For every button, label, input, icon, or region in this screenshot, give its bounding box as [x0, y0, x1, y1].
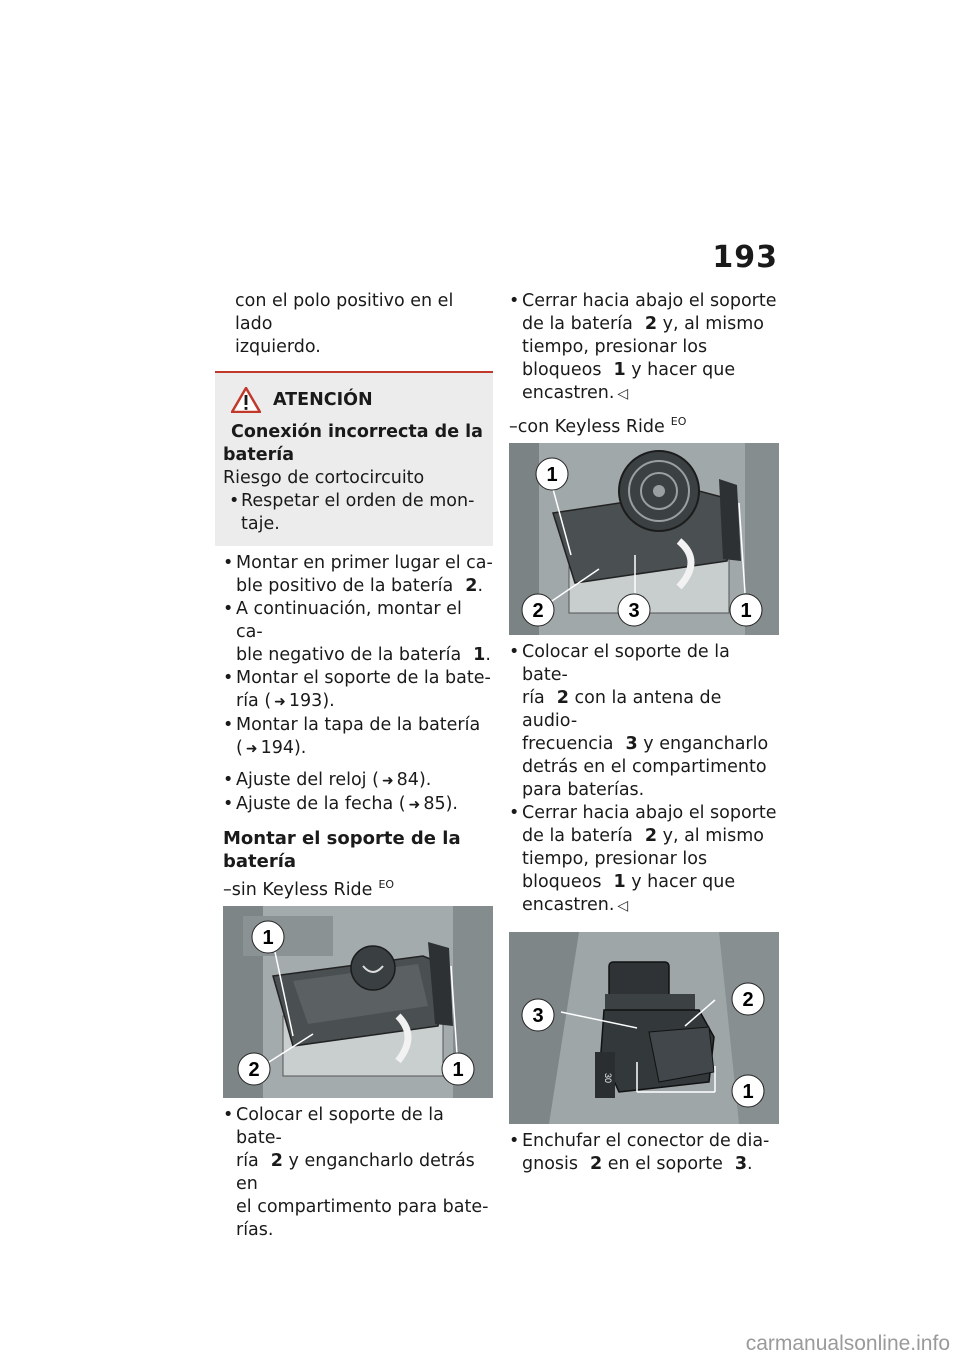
- intro-line-1: con el polo positivo en el lado: [235, 291, 454, 334]
- figure-battery-support-no-keyless: [223, 906, 493, 1098]
- callout-circle-icon: [535, 457, 569, 491]
- page-ref-link[interactable]: 194: [260, 738, 294, 758]
- close2-line-4b: y hacer que: [631, 871, 736, 892]
- variant-sup: EO: [378, 878, 395, 891]
- step-clock: [223, 769, 493, 793]
- place2-line-2b: con la antena de audio-: [522, 687, 722, 731]
- step-place-line-1: Colocar el soporte de la bate-: [236, 1104, 444, 1148]
- section-heading-line-1: Montar el soporte de la: [223, 828, 461, 849]
- step-mount-line-2b: ).: [322, 691, 335, 711]
- intro-line-2: izquierdo.: [235, 337, 321, 357]
- close2-line-1: Cerrar hacia abajo el soporte: [522, 802, 777, 823]
- close1-line-1: Cerrar hacia abajo el soporte: [522, 291, 777, 311]
- callout-circle-icon: [617, 593, 651, 627]
- callout-circle-icon: [731, 982, 765, 1016]
- step-place-line-2a: ría: [236, 1150, 259, 1171]
- close2-line-5: encastren.: [522, 894, 615, 915]
- svg-text:1: 1: [546, 463, 558, 486]
- close1-line-2a: de la batería: [522, 314, 633, 334]
- page-number: 193: [712, 240, 778, 275]
- page-ref-arrow-icon: ➜: [408, 797, 421, 813]
- step-clock-end: ).: [418, 770, 432, 790]
- page-ref-arrow-icon: ➜: [381, 773, 394, 789]
- callout-circle-icon: [441, 1052, 475, 1086]
- svg-text:3: 3: [532, 1004, 544, 1027]
- place2-line-5: para baterías.: [522, 779, 645, 800]
- variant-without-keyless: [223, 873, 493, 902]
- diag-line-2b: en el soporte: [607, 1153, 723, 1174]
- step-mount-line-2a: ría (: [236, 691, 272, 711]
- page-ref-arrow-icon: ➜: [274, 694, 286, 710]
- watermark: carmanualsonline.info: [745, 1332, 950, 1355]
- svg-text:1: 1: [740, 599, 752, 622]
- callout-ref: 1: [473, 645, 486, 665]
- page-ref-link[interactable]: 85: [423, 794, 446, 814]
- close1-line-4a: bloqueos: [522, 360, 602, 380]
- callout-circle-icon: [251, 920, 285, 954]
- page-ref-arrow-icon: ➜: [245, 741, 258, 757]
- end-marker-icon: ◁: [617, 897, 629, 914]
- callout-ref: 2: [644, 314, 658, 334]
- svg-text:2: 2: [248, 1058, 260, 1081]
- step-mount-cover: [223, 714, 493, 761]
- svg-text:2: 2: [532, 599, 544, 622]
- step-close-support-1: [509, 290, 781, 406]
- step-place-line-3: el compartimento para bate-: [236, 1196, 489, 1217]
- callout-circle-icon: [729, 593, 763, 627]
- callout-ref: 3: [734, 1153, 748, 1174]
- step-place-support: [223, 1104, 493, 1242]
- step-positive-line-1: Montar en primer lugar el ca-: [236, 553, 493, 573]
- callout-ref: 2: [465, 576, 478, 596]
- variant-label: –con Keyless Ride: [509, 416, 665, 437]
- close1-line-4b: y hacer que: [631, 360, 736, 380]
- warning-bullet: [223, 490, 485, 513]
- svg-text:30: 30: [603, 1072, 613, 1083]
- left-column: [223, 290, 493, 1242]
- close1-line-3: tiempo, presionar los: [522, 337, 708, 357]
- callout-circle-icon: [237, 1052, 271, 1086]
- page-ref-link[interactable]: 84: [396, 770, 419, 790]
- callout-ref: 1: [613, 871, 626, 892]
- close1-line-5: encastren.: [522, 383, 615, 403]
- callout-ref: 2: [590, 1153, 603, 1174]
- diag-line-2a: gnosis: [522, 1153, 579, 1174]
- figure-diagnosis-connector: [509, 932, 779, 1124]
- place2-line-3a: frecuencia: [522, 733, 614, 754]
- warning-title: ATENCIÓN: [273, 389, 373, 410]
- place2-line-1: Colocar el soporte de la bate-: [522, 641, 730, 685]
- close2-line-4a: bloqueos: [522, 871, 602, 892]
- svg-text:1: 1: [742, 1080, 754, 1103]
- warning-bullet-line-2: taje.: [241, 514, 280, 534]
- warning-bullet-line-1: Respetar el orden de mon-: [241, 491, 475, 511]
- step-negative-cable: • A continuación, montar el ca- ble negativo de la batería 1.: [223, 598, 493, 667]
- close2-line-2a: de la batería: [522, 825, 633, 846]
- page-ref-link[interactable]: 193: [288, 691, 323, 711]
- callout-ref: 3: [625, 733, 638, 754]
- callout-circle-icon: [521, 998, 555, 1032]
- place2-line-4: detrás en el compartimento: [522, 756, 767, 777]
- step-place-line-4: rías.: [236, 1219, 274, 1240]
- svg-text:3: 3: [628, 599, 640, 622]
- warning-risk: Riesgo de cortocircuito: [223, 468, 425, 488]
- step-place-line-2b: y engancharlo detrás en: [236, 1150, 475, 1194]
- step-mount-line-1: Montar el soporte de la bate-: [236, 668, 491, 688]
- step-close-support-2: [509, 802, 781, 918]
- svg-text:2: 2: [742, 988, 754, 1011]
- close2-line-3: tiempo, presionar los: [522, 848, 708, 869]
- place2-line-2a: ría: [522, 687, 545, 708]
- callout-ref: 2: [270, 1150, 283, 1171]
- callout-ref: 1: [613, 360, 626, 380]
- step-cover-line-2b: ).: [293, 738, 307, 758]
- svg-text:1: 1: [452, 1058, 464, 1081]
- end-marker-icon: ◁: [617, 386, 629, 402]
- step-positive-cable: • Montar en primer lugar el ca- ble positivo de la batería 2.: [223, 552, 493, 598]
- close2-line-2b: y, al mismo: [662, 825, 765, 846]
- figure-battery-support-keyless: [509, 443, 779, 635]
- variant-label: –sin Keyless Ride: [223, 879, 373, 900]
- svg-text:1: 1: [262, 926, 274, 949]
- step-cover-line-2a: (: [236, 738, 243, 758]
- warning-box: [215, 371, 493, 546]
- step-mount-support: [223, 667, 493, 714]
- callout-ref: 2: [644, 825, 658, 846]
- variant-with-keyless: [509, 410, 781, 439]
- step-diagnosis-connector: • Enchufar el conector de dia- gnosis 2 en el soporte 3.: [509, 1130, 781, 1176]
- right-column: [509, 290, 781, 1176]
- step-date-text: Ajuste de la fecha (: [236, 794, 406, 814]
- step-negative-line-2: ble negativo de la batería: [236, 645, 462, 665]
- place2-line-3b: y engancharlo: [643, 733, 769, 754]
- step-clock-text: Ajuste del reloj (: [236, 770, 379, 790]
- step-negative-line-1: A continuación, montar el ca-: [236, 599, 462, 642]
- diag-line-1: Enchufar el conector de dia-: [522, 1130, 770, 1151]
- warning-subtitle-1: Conexión incorrecta de la: [231, 422, 483, 442]
- warning-header: [231, 387, 485, 413]
- callout-ref: 2: [556, 687, 569, 708]
- step-positive-line-2: ble positivo de la batería: [236, 576, 454, 596]
- section-heading-line-2: batería: [223, 851, 297, 872]
- callout-circle-icon: [521, 593, 555, 627]
- close1-line-2b: y, al mismo: [662, 314, 765, 334]
- step-date-end: ).: [445, 794, 458, 814]
- warning-subtitle-2: batería: [223, 445, 295, 465]
- variant-sup: EO: [670, 415, 687, 428]
- step-cover-line-1: Montar la tapa de la batería: [236, 715, 481, 735]
- step-date: [223, 793, 493, 817]
- warning-triangle-icon: [231, 387, 261, 413]
- callout-circle-icon: [731, 1074, 765, 1108]
- step-place-support-keyless: [509, 641, 781, 802]
